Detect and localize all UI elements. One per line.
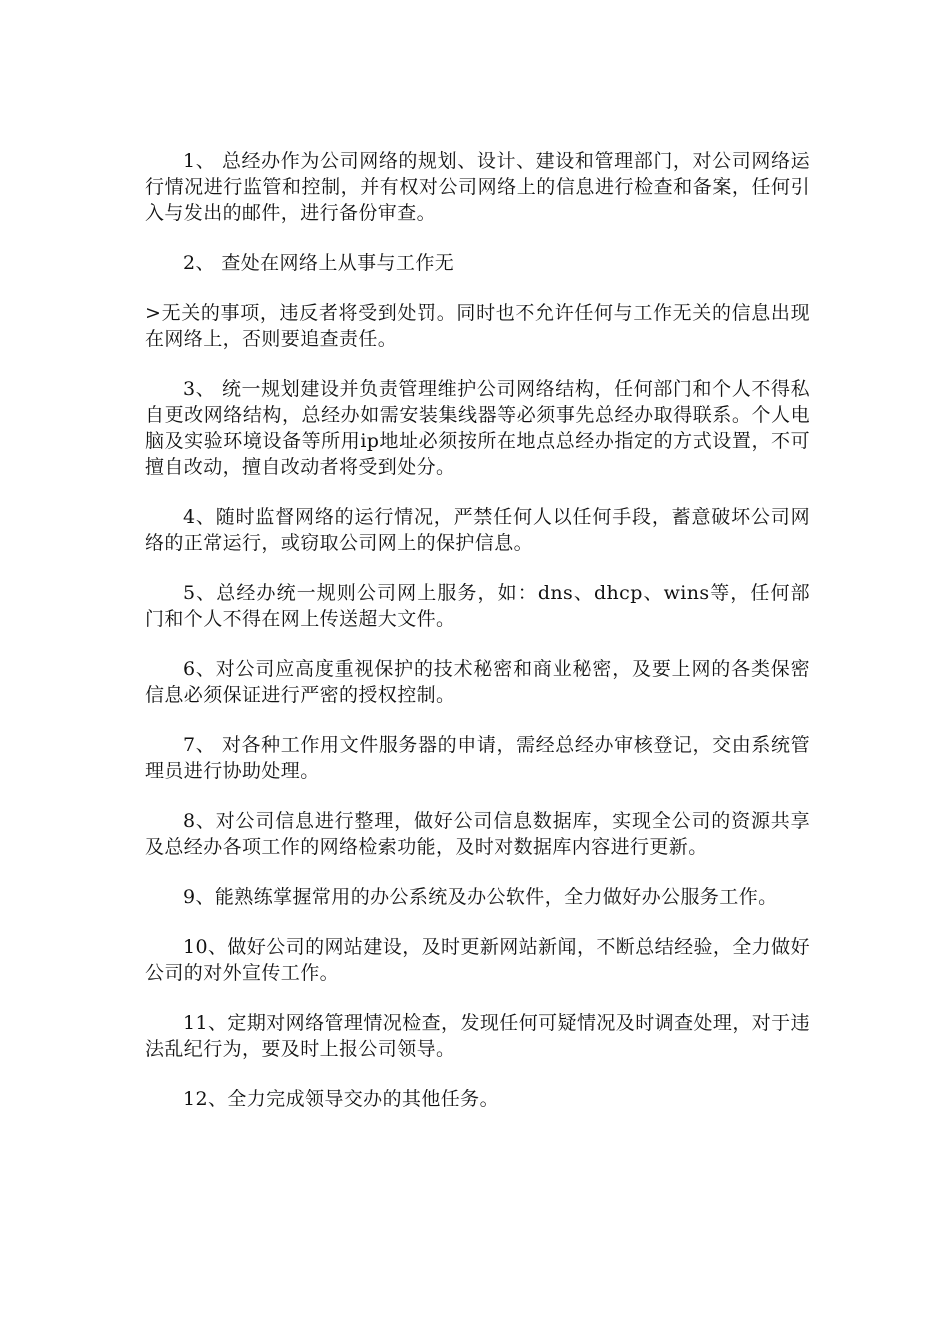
paragraph-10: 10、做好公司的网站建设，及时更新网站新闻，不断总结经验，全力做好公司的对外宣传工作。 <box>145 936 810 984</box>
paragraph-12: 12、全力完成领导交办的其他任务。 <box>183 1088 499 1110</box>
document-body <box>145 148 810 1136</box>
paragraph-9: 9、能熟练掌握常用的办公系统及办公软件，全力做好办公服务工作。 <box>183 886 778 908</box>
paragraph-5: 5、总经办统一规则公司网上服务，如：dns、dhcp、wins等，任何部门和个人不得在网上传送超大文件。 <box>145 582 810 630</box>
paragraph-4: 4、随时监督网络的运行情况，严禁任何人以任何手段，蓄意破坏公司网络的正常运行，或窃取公司网上的保护信息。 <box>145 506 810 554</box>
paragraph-2: 2、 查处在网络上从事与工作无 <box>183 252 455 274</box>
paragraph-3: 3、 统一规划建设并负责管理维护公司网络结构，任何部门和个人不得私自更改网络结构，总经办如需安装集线器等必须事先总经办取得联系。个人电脑及实验环境设备等所用ip地址必须按所在地点总经办指定的方式设置，不可擅自改动，擅自改动者将受到处分。 <box>145 378 810 478</box>
paragraph-7: 7、 对各种工作用文件服务器的申请，需经总经办审核登记，交由系统管理员进行协助处理。 <box>145 734 810 782</box>
paragraph-6: 6、对公司应高度重视保护的技术秘密和商业秘密，及要上网的各类保密信息必须保证进行严密的授权控制。 <box>145 658 810 706</box>
paragraph-2-continuation: >无关的事项，违反者将受到处罚。同时也不允许任何与工作无关的信息出现在网络上，否则要追查责任。 <box>145 302 810 350</box>
paragraph-11: 11、定期对网络管理情况检查，发现任何可疑情况及时调查处理，对于违法乱纪行为，要及时上报公司领导。 <box>145 1012 810 1060</box>
paragraph-1: 1、 总经办作为公司网络的规划、设计、建设和管理部门，对公司网络运行情况进行监管和控制，并有权对公司网络上的信息进行检查和备案，任何引入与发出的邮件，进行备份审查。 <box>145 150 810 224</box>
paragraph-8: 8、对公司信息进行整理，做好公司信息数据库，实现全公司的资源共享及总经办各项工作的网络检索功能，及时对数据库内容进行更新。 <box>145 810 810 858</box>
